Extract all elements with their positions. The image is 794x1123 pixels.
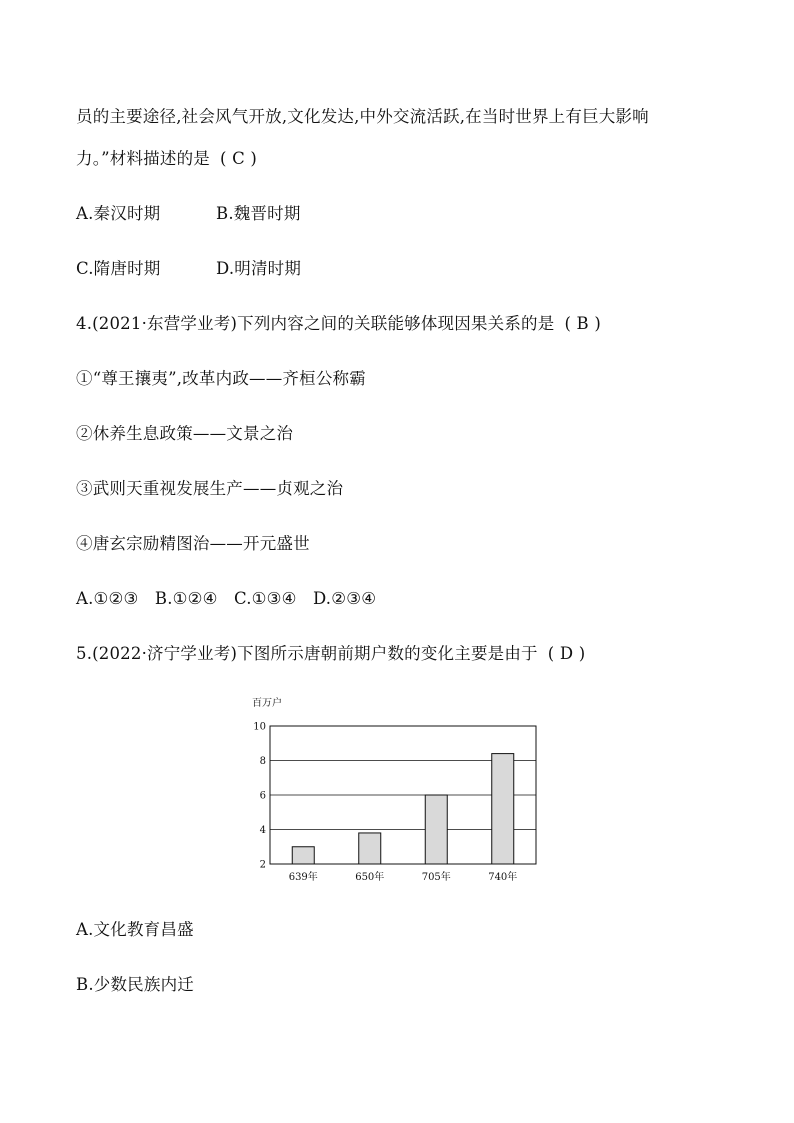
- x-tick-label: 740年: [488, 872, 518, 883]
- q3-answer: ( C ): [220, 149, 257, 168]
- q4-stem-text: 4.(2021·东营学业考)下列内容之间的关联能够体现因果关系的是: [76, 314, 555, 333]
- q3-option-a: A.秦汉时期: [76, 204, 161, 223]
- x-tick-label: 705年: [421, 872, 451, 883]
- bar-1: [359, 833, 381, 864]
- q3-option-d: D.明清时期: [216, 259, 302, 278]
- chart-ylabel: 百万户: [252, 698, 282, 709]
- q5-stem: [76, 643, 585, 665]
- q4-stem: [76, 313, 601, 335]
- q3-stem-line2: [76, 148, 257, 170]
- q5-option-b: B.少数民族内迁: [76, 975, 194, 994]
- q3-stem-text: 力。”材料描述的是: [76, 149, 210, 168]
- q4-item-2: ②休养生息政策——文景之治: [76, 424, 294, 443]
- y-tick-label: 8: [259, 756, 266, 767]
- q5-stem-text: 5.(2022·济宁学业考)下图所示唐朝前期户数的变化主要是由于: [76, 644, 538, 663]
- bar-0: [292, 847, 314, 864]
- y-tick-label: 4: [259, 825, 266, 836]
- bar-3: [492, 754, 514, 864]
- x-tick-label: 650年: [355, 872, 385, 883]
- y-tick-label: 6: [259, 790, 266, 802]
- bar-2: [425, 795, 447, 864]
- q3-stem-line1: 员的主要途径,社会风气开放,文化发达,中外交流活跃,在当时世界上有巨大影响: [76, 107, 649, 126]
- q4-answer: ( B ): [564, 314, 601, 333]
- y-tick-label: 10: [253, 721, 266, 733]
- x-tick-label: 639年: [288, 872, 318, 883]
- y-tick-label: 2: [259, 859, 266, 871]
- households-bar-chart: [240, 692, 540, 892]
- q5-answer: ( D ): [547, 644, 586, 663]
- q4-item-1: ①“尊王攘夷”,改革内政——齐桓公称霸: [76, 369, 366, 388]
- q4-item-4: ④唐玄宗励精图治——开元盛世: [76, 534, 310, 553]
- q4-item-3: ③武则天重视发展生产——贞观之治: [76, 479, 344, 498]
- q3-option-c: C.隋唐时期: [76, 259, 161, 278]
- q4-options: A.①②③ B.①②④ C.①③④ D.②③④: [76, 589, 377, 608]
- q3-option-b: B.魏晋时期: [216, 204, 301, 223]
- q5-option-a: A.文化教育昌盛: [76, 920, 194, 939]
